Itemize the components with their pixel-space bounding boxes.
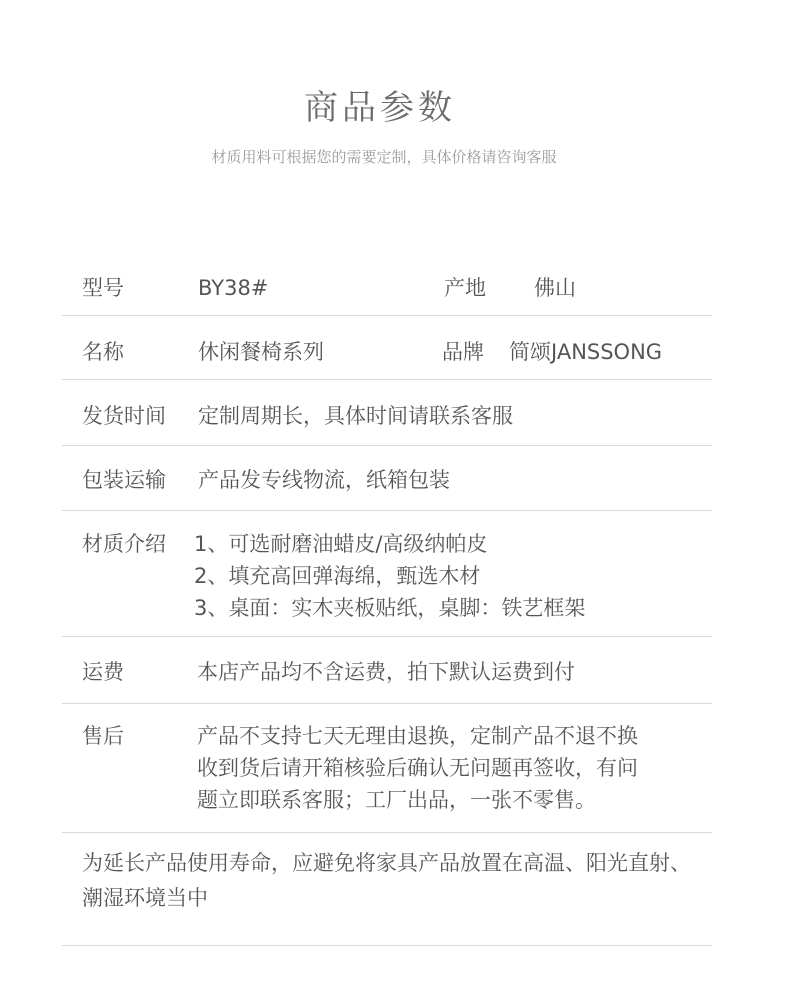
material-list [194,528,585,624]
row-divider [62,315,712,316]
delivery-value: 定制周期长，具体时间请联系客服 [198,404,513,428]
material-line: 1、可选耐磨油蜡皮/高级纳帕皮 [194,532,488,556]
page-subtitle: 材质用料可根据您的需要定制，具体价格请咨询客服 [211,148,557,166]
row-divider [62,832,712,833]
row-divider [62,379,712,380]
row-divider [62,945,712,946]
model-label: 型号 [82,276,124,300]
delivery-label: 发货时间 [82,404,166,428]
row-divider [62,703,712,704]
care-note: 为延长产品使用寿命，应避免将家具产品放置在高温、阳光直射、潮湿环境当中 [82,851,691,910]
name-label: 名称 [82,340,124,364]
packaging-label: 包装运输 [82,468,166,492]
origin-value: 佛山 [534,276,576,300]
row-divider [62,510,712,511]
after-sales-label: 售后 [82,724,124,748]
packaging-value: 产品发专线物流，纸箱包装 [198,468,450,492]
after-sales-list [197,720,638,816]
material-label: 材质介绍 [82,532,166,556]
shipping-label: 运费 [82,660,124,684]
brand-value: 简颂JANSSONG [509,340,663,364]
row-divider [62,445,712,446]
origin-label: 产地 [444,276,486,300]
row-divider [62,636,712,637]
shipping-value: 本店产品均不含运费，拍下默认运费到付 [197,660,575,684]
model-value: BY38# [198,276,269,300]
after-sales-line: 收到货后请开箱核验后确认无问题再签收，有问 [197,756,638,780]
material-line: 3、桌面：实木夹板贴纸，桌脚：铁艺框架 [194,596,586,620]
page-title: 商品参数 [304,88,456,128]
name-value: 休闲餐椅系列 [198,340,324,364]
material-line: 2、填充高回弹海绵，甄选木材 [194,564,481,588]
after-sales-line: 产品不支持七天无理由退换，定制产品不退不换 [197,724,638,748]
brand-label: 品牌 [442,340,484,364]
after-sales-line: 题立即联系客服；工厂出品，一张不零售。 [197,788,596,812]
